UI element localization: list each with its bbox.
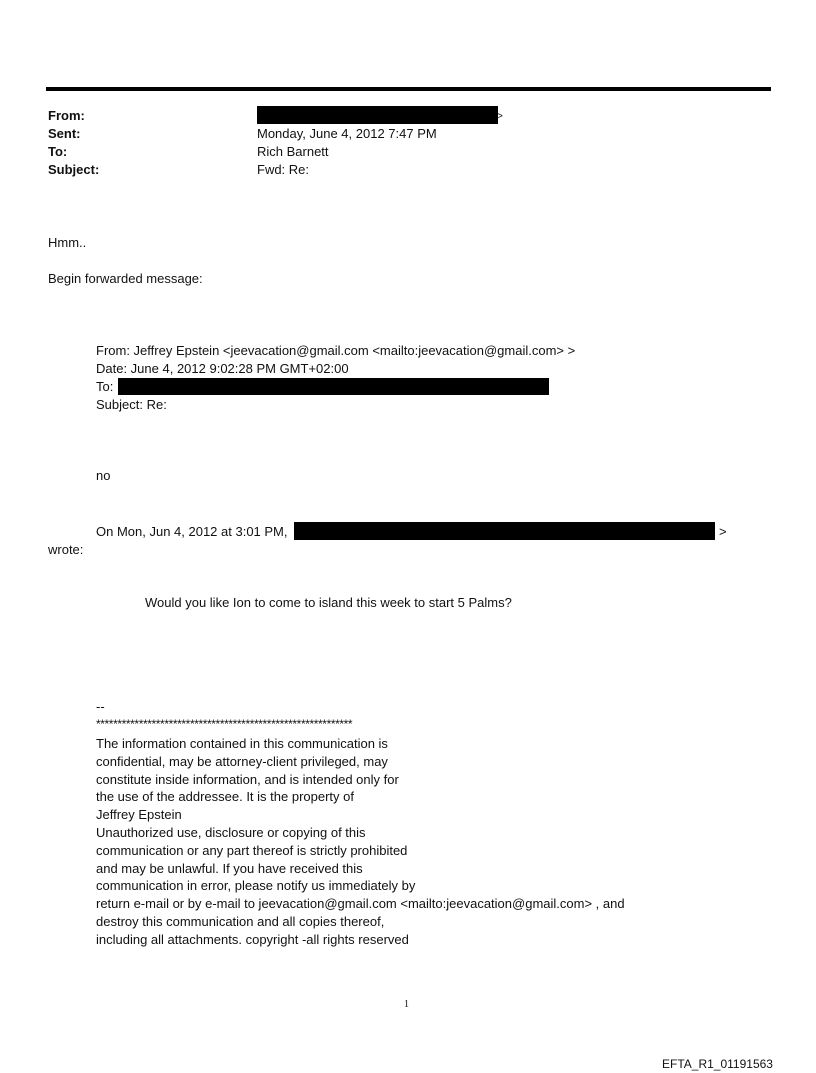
header-rule [46, 87, 771, 91]
subject-label: Subject: [48, 162, 100, 177]
wrote-label: wrote: [48, 542, 84, 557]
greeting: Hmm.. [48, 235, 87, 250]
fwd-subject-line: Subject: Re: [96, 397, 167, 412]
redacted-from-address [257, 106, 498, 124]
redacted-fwd-recipient [118, 378, 549, 395]
from-label: From: [48, 108, 85, 123]
on-line: On Mon, Jun 4, 2012 at 3:01 PM, [96, 524, 288, 539]
signature-dashes: -- [96, 699, 105, 714]
bates-number: EFTA_R1_01191563 [662, 1057, 773, 1071]
to-label: To: [48, 144, 68, 159]
sent-value: Monday, June 4, 2012 7:47 PM [257, 126, 437, 141]
forward-intro: Begin forwarded message: [48, 271, 203, 286]
to-value: Rich Barnett [257, 144, 329, 159]
subject-value: Fwd: Re: [257, 162, 310, 177]
confidentiality-disclaimer: The information contained in this communication is confidential, may be attorney-client privileged, may constitute inside information, and is intended only for the use of the addressee. It is the property of Jeffrey Epstein Unauthorized use, disclosure or copying of this communication or any part thereof is strictly prohibited and may be unlawful. If you have received this communication in error, please notify us immediately by return e-mail or by e-mail to jeevacation@gmail.com <mailto:jeevacation@gmail.com> , and destroy this communication and all copies thereof, including all attachments. copyright -all rights reserved [96, 736, 625, 947]
on-line-tail: > [719, 524, 727, 539]
redacted-original-sender [294, 522, 715, 540]
sent-label: Sent: [48, 126, 81, 141]
fwd-from-line: From: Jeffrey Epstein <jeevacation@gmail.com <mailto:jeevacation@gmail.com> > [96, 343, 576, 358]
from-tail: > [497, 111, 503, 122]
signature-stars: ************************************************************ [96, 717, 353, 731]
page-number: 1 [404, 999, 409, 1010]
fwd-date-line: Date: June 4, 2012 9:02:28 PM GMT+02:00 [96, 361, 349, 376]
quoted-message: Would you like Ion to come to island this week to start 5 Palms? [145, 595, 512, 610]
fwd-to-label: To: [96, 379, 114, 394]
fwd-reply: no [96, 468, 111, 483]
